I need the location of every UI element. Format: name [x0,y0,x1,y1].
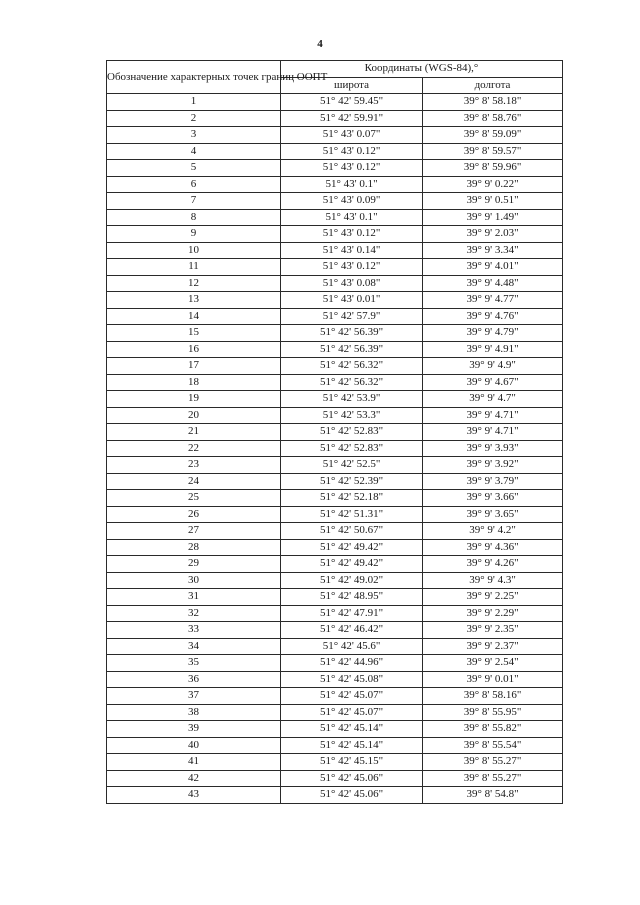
table-row [107,655,563,672]
latitude-cell: 51° 42' 56.39" [281,325,423,342]
longitude-cell: 39° 9' 4.3" [423,572,563,589]
latitude-cell: 51° 42' 45.14" [281,737,423,754]
point-id-cell: 36 [107,671,281,688]
longitude-cell: 39° 9' 4.48" [423,275,563,292]
table-row [107,589,563,606]
point-id-cell: 32 [107,605,281,622]
point-id-cell: 38 [107,704,281,721]
latitude-cell: 51° 42' 52.83" [281,440,423,457]
point-id-cell: 41 [107,754,281,771]
longitude-cell: 39° 9' 2.03" [423,226,563,243]
table-row [107,160,563,177]
longitude-cell: 39° 8' 55.54" [423,737,563,754]
longitude-cell: 39° 8' 59.96" [423,160,563,177]
point-id-cell: 24 [107,473,281,490]
point-id-cell: 27 [107,523,281,540]
point-id-cell: 23 [107,457,281,474]
longitude-cell: 39° 9' 2.25" [423,589,563,606]
point-id-cell: 31 [107,589,281,606]
point-id-cell: 3 [107,127,281,144]
latitude-cell: 51° 42' 52.83" [281,424,423,441]
table-row [107,671,563,688]
latitude-cell: 51° 42' 44.96" [281,655,423,672]
latitude-cell: 51° 43' 0.07" [281,127,423,144]
latitude-header: широта [281,77,423,94]
longitude-cell: 39° 9' 4.76" [423,308,563,325]
table-row [107,490,563,507]
latitude-cell: 51° 43' 0.12" [281,160,423,177]
latitude-cell: 51° 42' 52.39" [281,473,423,490]
latitude-cell: 51° 42' 49.02" [281,572,423,589]
longitude-cell: 39° 9' 4.7" [423,391,563,408]
latitude-cell: 51° 42' 45.07" [281,688,423,705]
point-id-cell: 26 [107,506,281,523]
point-id-cell: 15 [107,325,281,342]
latitude-cell: 51° 42' 45.08" [281,671,423,688]
latitude-cell: 51° 42' 45.15" [281,754,423,771]
table-row [107,754,563,771]
latitude-cell: 51° 43' 0.09" [281,193,423,210]
table-row [107,259,563,276]
table-row [107,721,563,738]
latitude-cell: 51° 42' 51.31" [281,506,423,523]
latitude-cell: 51° 42' 57.9" [281,308,423,325]
point-id-cell: 35 [107,655,281,672]
table-row [107,127,563,144]
table-row [107,556,563,573]
table-row [107,704,563,721]
point-id-cell: 9 [107,226,281,243]
point-id-cell: 8 [107,209,281,226]
point-id-cell: 11 [107,259,281,276]
table-row [107,94,563,111]
latitude-cell: 51° 42' 46.42" [281,622,423,639]
table-row [107,391,563,408]
longitude-cell: 39° 9' 4.67" [423,374,563,391]
table-row [107,523,563,540]
latitude-cell: 51° 42' 50.67" [281,523,423,540]
point-id-cell: 10 [107,242,281,259]
longitude-cell: 39° 9' 2.29" [423,605,563,622]
point-id-cell: 5 [107,160,281,177]
coordinates-table [106,60,563,804]
latitude-cell: 51° 42' 56.39" [281,341,423,358]
table-row [107,638,563,655]
latitude-cell: 51° 42' 49.42" [281,539,423,556]
table-row [107,506,563,523]
point-id-cell: 25 [107,490,281,507]
longitude-cell: 39° 9' 3.34" [423,242,563,259]
longitude-cell: 39° 8' 55.82" [423,721,563,738]
longitude-cell: 39° 9' 2.54" [423,655,563,672]
longitude-cell: 39° 9' 4.79" [423,325,563,342]
latitude-cell: 51° 42' 59.91" [281,110,423,127]
latitude-cell: 51° 43' 0.14" [281,242,423,259]
latitude-cell: 51° 42' 45.07" [281,704,423,721]
latitude-cell: 51° 42' 45.6" [281,638,423,655]
point-id-cell: 20 [107,407,281,424]
table-row [107,226,563,243]
table-row [107,292,563,309]
longitude-cell: 39° 8' 54.8" [423,787,563,804]
point-id-cell: 28 [107,539,281,556]
longitude-cell: 39° 8' 58.18" [423,94,563,111]
latitude-cell: 51° 42' 45.14" [281,721,423,738]
latitude-cell: 51° 42' 53.3" [281,407,423,424]
point-id-cell: 13 [107,292,281,309]
point-id-cell: 19 [107,391,281,408]
latitude-cell: 51° 42' 45.06" [281,770,423,787]
point-id-cell: 21 [107,424,281,441]
latitude-cell: 51° 43' 0.08" [281,275,423,292]
latitude-cell: 51° 43' 0.12" [281,226,423,243]
longitude-cell: 39° 9' 4.77" [423,292,563,309]
point-id-cell: 14 [107,308,281,325]
longitude-cell: 39° 9' 4.01" [423,259,563,276]
longitude-cell: 39° 9' 2.35" [423,622,563,639]
point-id-cell: 2 [107,110,281,127]
point-id-cell: 16 [107,341,281,358]
table-row [107,143,563,160]
latitude-cell: 51° 42' 59.45" [281,94,423,111]
table-row [107,242,563,259]
latitude-cell: 51° 43' 0.01" [281,292,423,309]
longitude-cell: 39° 8' 58.76" [423,110,563,127]
longitude-cell: 39° 9' 4.71" [423,424,563,441]
longitude-cell: 39° 9' 2.37" [423,638,563,655]
point-column-header: Обозначение характерных точек границ ООПТ [107,61,281,94]
latitude-cell: 51° 43' 0.12" [281,143,423,160]
table-row [107,110,563,127]
point-id-cell: 17 [107,358,281,375]
longitude-cell: 39° 9' 4.71" [423,407,563,424]
point-id-cell: 40 [107,737,281,754]
point-id-cell: 4 [107,143,281,160]
page-number: 4 [317,38,323,50]
point-id-cell: 22 [107,440,281,457]
point-id-cell: 18 [107,374,281,391]
table-body [107,94,563,804]
latitude-cell: 51° 42' 49.42" [281,556,423,573]
table-row [107,407,563,424]
latitude-cell: 51° 43' 0.1" [281,176,423,193]
point-id-cell: 43 [107,787,281,804]
longitude-cell: 39° 9' 4.2" [423,523,563,540]
table-row [107,341,563,358]
point-id-cell: 42 [107,770,281,787]
point-id-cell: 33 [107,622,281,639]
table-row [107,176,563,193]
latitude-cell: 51° 43' 0.12" [281,259,423,276]
table-row [107,787,563,804]
latitude-cell: 51° 42' 52.5" [281,457,423,474]
longitude-cell: 39° 8' 55.27" [423,770,563,787]
point-id-cell: 39 [107,721,281,738]
table-row [107,275,563,292]
longitude-cell: 39° 9' 4.91" [423,341,563,358]
longitude-cell: 39° 9' 3.65" [423,506,563,523]
latitude-cell: 51° 42' 47.91" [281,605,423,622]
longitude-cell: 39° 9' 4.36" [423,539,563,556]
longitude-cell: 39° 9' 4.26" [423,556,563,573]
point-id-cell: 34 [107,638,281,655]
latitude-cell: 51° 42' 56.32" [281,358,423,375]
table-row [107,209,563,226]
longitude-cell: 39° 9' 0.51" [423,193,563,210]
longitude-cell: 39° 8' 55.95" [423,704,563,721]
table-row [107,358,563,375]
table-row [107,572,563,589]
table-row [107,325,563,342]
latitude-cell: 51° 42' 52.18" [281,490,423,507]
latitude-cell: 51° 42' 56.32" [281,374,423,391]
point-id-cell: 29 [107,556,281,573]
longitude-cell: 39° 9' 4.9" [423,358,563,375]
longitude-cell: 39° 9' 1.49" [423,209,563,226]
point-id-cell: 30 [107,572,281,589]
longitude-cell: 39° 9' 3.66" [423,490,563,507]
longitude-cell: 39° 9' 3.93" [423,440,563,457]
table-row [107,770,563,787]
table-row [107,440,563,457]
latitude-cell: 51° 42' 53.9" [281,391,423,408]
table-row [107,308,563,325]
longitude-header: долгота [423,77,563,94]
point-id-cell: 7 [107,193,281,210]
longitude-cell: 39° 8' 58.16" [423,688,563,705]
longitude-cell: 39° 8' 55.27" [423,754,563,771]
table-row [107,737,563,754]
longitude-cell: 39° 9' 3.79" [423,473,563,490]
longitude-cell: 39° 8' 59.57" [423,143,563,160]
latitude-cell: 51° 42' 45.06" [281,787,423,804]
longitude-cell: 39° 9' 3.92" [423,457,563,474]
table-header [107,61,563,94]
table-row [107,539,563,556]
table-row [107,605,563,622]
table-row [107,688,563,705]
point-id-cell: 37 [107,688,281,705]
longitude-cell: 39° 9' 0.01" [423,671,563,688]
latitude-cell: 51° 42' 48.95" [281,589,423,606]
table-row [107,193,563,210]
point-id-cell: 1 [107,94,281,111]
table-row [107,424,563,441]
table-row [107,374,563,391]
longitude-cell: 39° 8' 59.09" [423,127,563,144]
coordinates-group-header: Координаты (WGS-84),° [281,61,563,78]
table-row [107,622,563,639]
table-row [107,457,563,474]
longitude-cell: 39° 9' 0.22" [423,176,563,193]
latitude-cell: 51° 43' 0.1" [281,209,423,226]
table-row [107,473,563,490]
point-id-cell: 6 [107,176,281,193]
point-id-cell: 12 [107,275,281,292]
